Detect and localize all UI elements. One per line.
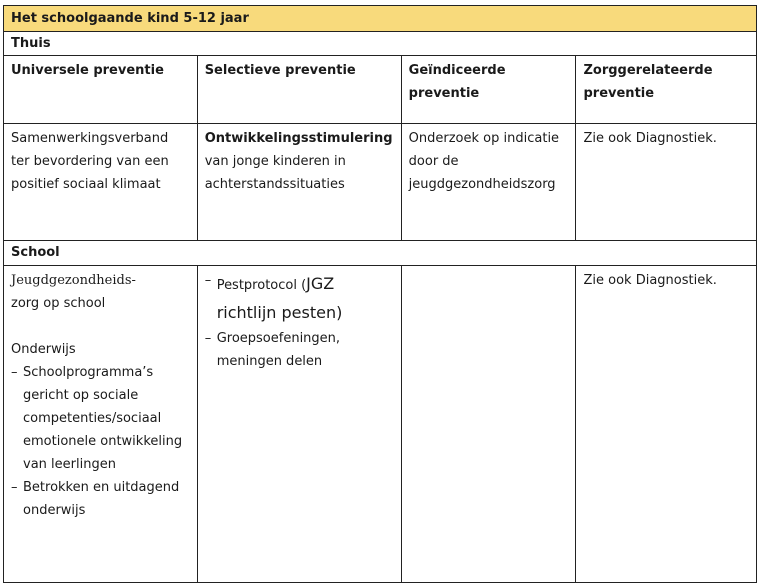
school-indicated-cell (401, 266, 576, 583)
home-care-cell: Zie ook Diagnostiek. (576, 124, 757, 241)
jgz-richtlijn-text: JGZ richtlijn pesten) (216, 274, 343, 322)
school-universal-cell (4, 266, 198, 583)
home-universal-cell: Samenwerkingsverband ter bevordering van een positief sociaal klimaat (4, 124, 198, 241)
education-label: Onderwijs (11, 342, 76, 357)
list-item-pestprotocol (205, 269, 394, 327)
column-header-care: Zorggerelateerde preventie (576, 56, 757, 124)
column-header-indicated: Geïndiceerde preventie (401, 56, 576, 124)
home-selective-bold: Ontwikkelingsstimulering (204, 131, 393, 146)
home-indicated-cell: Onderzoek op indicatie door de jeugdgezondheidszorg (401, 124, 576, 241)
school-universal-line2: zorg op school (11, 296, 106, 311)
spacer (11, 315, 190, 338)
title-row (4, 6, 757, 32)
home-selective-text: van jonge kinderen in achterstandssituaties (204, 154, 346, 192)
selective-list (205, 269, 394, 373)
table-title: Het schoolgaande kind 5-12 jaar (4, 6, 757, 32)
section-heading-home: Thuis (4, 32, 757, 56)
school-care-cell: Zie ook Diagnostiek. (576, 266, 757, 583)
list-item: – Schoolprogramma’s gericht op sociale competenties/sociaal emotionele ontwikkeling van leerlingen (11, 361, 190, 476)
school-universal-line1: Jeugdgezondheids- (11, 273, 136, 288)
pestprotocol-text: Pestprotocol ( (216, 278, 307, 293)
prevention-table (3, 5, 757, 583)
column-header-universal: Universele preventie (4, 56, 198, 124)
education-list (11, 361, 190, 522)
school-content-row (4, 266, 757, 583)
list-item: – Betrokken en uitdagend onderwijs (11, 476, 190, 522)
home-content-row (4, 124, 757, 241)
section-heading-school: School (4, 241, 757, 266)
column-header-selective: Selectieve preventie (197, 56, 401, 124)
section-row-home (4, 32, 757, 56)
list-item-groepsoefeningen: – Groepsoefeningen, meningen delen (205, 327, 394, 373)
column-header-row (4, 56, 757, 124)
home-selective-cell (197, 124, 401, 241)
school-selective-cell (197, 266, 401, 583)
section-row-school (4, 241, 757, 266)
